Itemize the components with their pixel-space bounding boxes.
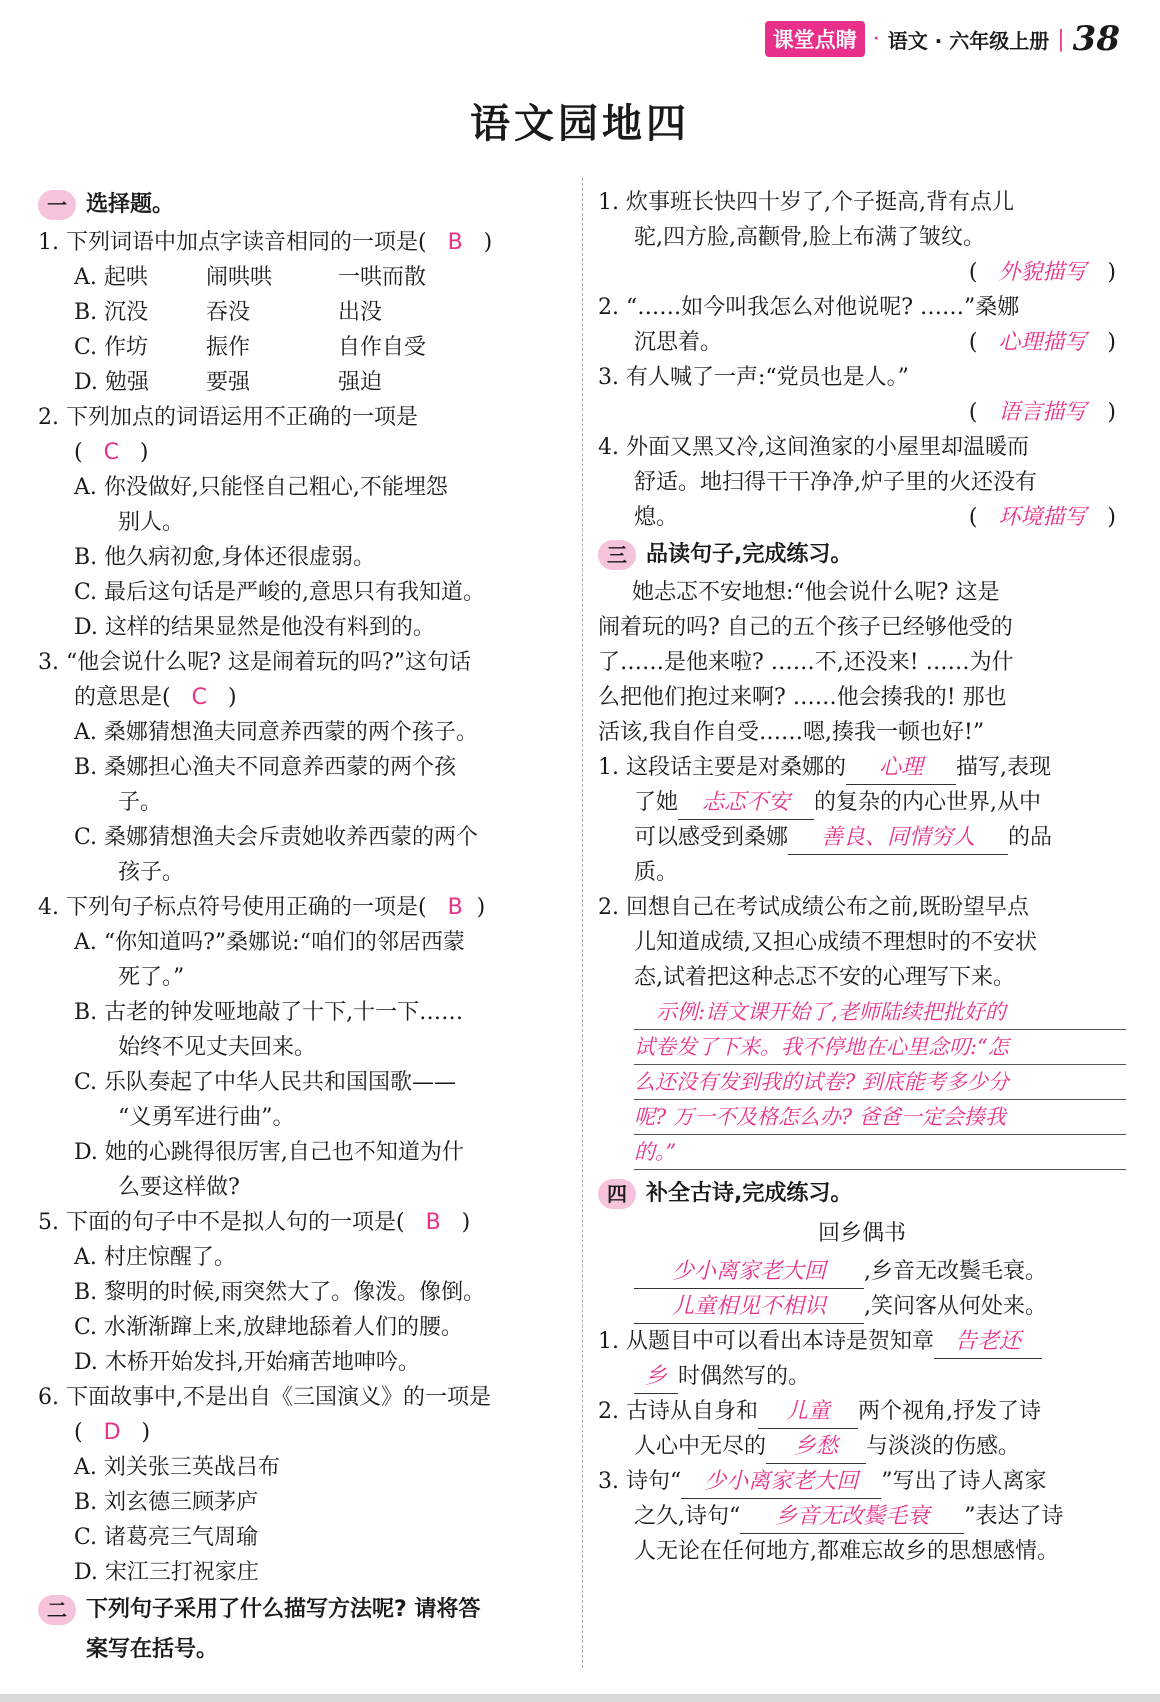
option-row (38, 295, 566, 330)
stem-text: 3. 诗句“ (598, 1469, 682, 1494)
stem-text: 描写,表现 (955, 755, 1051, 780)
option-c-cont: 孩子。 (118, 860, 185, 885)
option-row (38, 330, 566, 365)
stem-text: 可以感受到桑娜 (634, 825, 789, 850)
question-3-stem: 3. “他会说什么呢? 这是闹着玩的吗?”这句话 (38, 650, 472, 675)
option-row (38, 260, 566, 295)
question-5-stem (38, 1205, 566, 1240)
s4-question-1 (598, 1324, 1126, 1359)
section-number: 四 (598, 1179, 636, 1209)
handwritten-answer: 语言描写 (998, 400, 1087, 425)
passage-line: 么把他们抱过来啊? ……他会揍我的! 那也 (598, 685, 1007, 710)
stem-text: ”表达了诗 (964, 1504, 1064, 1529)
brand-badge: 课堂点睛 (765, 21, 865, 57)
option-cell: 出没 (338, 300, 383, 325)
option-d-cont: 么要这样做? (118, 1175, 240, 1200)
s2-answer-1 (598, 255, 1126, 290)
option-d: D. 宋江三打祝家庄 (74, 1560, 259, 1585)
bracket: ) (476, 895, 486, 920)
s2-question-3: 3. 有人喊了一声:“党员也是人。” (598, 365, 909, 390)
answer-bracket: ( C ) (74, 440, 149, 465)
question-6-stem: 6. 下面故事中,不是出自《三国演义》的一项是 (38, 1385, 491, 1410)
s4-question-2 (598, 1394, 1126, 1429)
option-cell: D. 勉强 (74, 370, 149, 395)
option-d: D. 她的心跳得很厉害,自己也不知道为什 (74, 1140, 464, 1165)
fill-blank: 少小离家老大回 (634, 1256, 864, 1289)
s3-question-2-cont2: 态,试着把这种忐忑不安的心理写下来。 (634, 965, 1015, 990)
s2-question-1-cont: 驼,四方脸,高颧骨,脸上布满了皱纹。 (634, 225, 985, 250)
stem-text: 沉思着。 (634, 330, 723, 355)
question-1-stem (38, 225, 566, 260)
s4-question-3-cont (598, 1499, 1126, 1534)
s3-question-2: 2. 回想自己在考试成绩公布之前,既盼望早点 (598, 895, 1029, 920)
subject-label: 语文 · 六年级上册 (887, 28, 1050, 53)
written-answer-line: 试卷发了下来。我不停地在心里念叨:“怎 (634, 1030, 1126, 1065)
section-number: 二 (38, 1595, 76, 1625)
bracket: ) (483, 230, 493, 255)
fill-blank: 告老还 (934, 1326, 1042, 1359)
s4-question-1-cont (598, 1359, 1126, 1394)
section-title: 品读句子,完成练习。 (646, 542, 853, 567)
bracket: ) (227, 685, 237, 710)
bracket: ( (968, 505, 978, 530)
answer: D (103, 1420, 121, 1445)
left-column (38, 185, 566, 1670)
poem-line-1 (598, 1254, 1126, 1289)
bracket: ) (1107, 260, 1116, 285)
option-c: C. 桑娜猜想渔夫会斥责她收养西蒙的两个 (74, 825, 479, 850)
question-2-stem: 2. 下列加点的词语运用不正确的一项是 (38, 405, 418, 430)
option-b: B. 桑娜担心渔夫不同意养西蒙的两个孩 (74, 755, 457, 780)
bottom-bar (0, 1694, 1160, 1702)
right-column (598, 185, 1126, 1569)
written-answer-line: 示例:语文课开始了,老师陆续把批好的 (634, 995, 1126, 1030)
option-a: A. 村庄惊醒了。 (74, 1245, 236, 1270)
answer: B (425, 1210, 441, 1235)
stem-text: 的意思是( (74, 685, 171, 710)
stem-text: ”写出了诗人离家 (881, 1469, 1047, 1494)
section-4-heading (598, 1174, 1126, 1214)
s2-question-4-cont2 (598, 500, 1126, 535)
stem-text: 人心中无尽的 (634, 1434, 767, 1459)
section-3-heading (598, 535, 1126, 575)
question-3-stem-cont (38, 680, 566, 715)
column-divider (582, 178, 583, 1668)
written-answer-line: 呢? 万一不及格怎么办? 爸爸一定会揍我 (634, 1100, 1126, 1135)
option-cell: A. 起哄 (74, 265, 148, 290)
bracket: ) (141, 1420, 151, 1445)
poem-title: 回乡偶书 (817, 1221, 906, 1246)
bracket: ) (1107, 330, 1116, 355)
s2-question-2: 2. “……如今叫我怎么对他说呢? ……”桑娜 (598, 295, 1020, 320)
answer: B (447, 895, 463, 920)
s4-question-2-cont (598, 1429, 1126, 1464)
poem-line-2 (598, 1289, 1126, 1324)
stem-text: 1. 从题目中可以看出本诗是贺知章 (598, 1329, 934, 1354)
option-b: B. 古老的钟发哑地敲了十下,十一下…… (74, 1000, 464, 1025)
option-a: A. 刘关张三英战吕布 (74, 1455, 280, 1480)
option-a: A. “你知道吗?”桑娜说:“咱们的邻居西蒙 (74, 930, 465, 955)
option-cell: 自作自受 (338, 335, 427, 360)
option-c: C. 水渐渐蹿上来,放肆地舔着人们的腰。 (74, 1315, 464, 1340)
option-cell: 一哄而散 (338, 265, 427, 290)
s3-question-1-cont (598, 785, 1126, 820)
option-c: C. 诸葛亮三气周瑜 (74, 1525, 259, 1550)
passage-line: 她忐忑不安地想:“他会说什么呢? 这是 (632, 580, 1000, 605)
section-title: 补全古诗,完成练习。 (646, 1181, 853, 1206)
stem-text: 两个视角,抒发了诗 (857, 1399, 1041, 1424)
stem-text: 与淡淡的伤感。 (866, 1434, 1021, 1459)
s3-question-1-cont3: 质。 (634, 860, 679, 885)
s4-question-3-cont2: 人无论在任何地方,都难忘故乡的思想感情。 (634, 1539, 1059, 1564)
option-b: B. 他久病初愈,身体还很虚弱。 (74, 545, 376, 570)
option-cell: 振作 (206, 335, 251, 360)
question-4-stem (38, 890, 566, 925)
option-c: C. 最后这句话是严峻的,意思只有我知道。 (74, 580, 486, 605)
option-cell: B. 沉没 (74, 300, 149, 325)
stem-text: 1. 下列词语中加点字读音相同的一项是( (38, 230, 427, 255)
option-d: D. 这样的结果显然是他没有料到的。 (74, 615, 435, 640)
fill-blank: 儿童 (758, 1396, 858, 1429)
fill-blank: 乡 (634, 1361, 678, 1394)
option-a-cont: 死了。” (118, 965, 185, 990)
section-title: 下列句子采用了什么描写方法呢? 请将答 (86, 1597, 481, 1622)
s3-question-2-cont: 儿知道成绩,又担心成绩不理想时的不安状 (634, 930, 1037, 955)
written-answer-box (634, 995, 1126, 1170)
section-number: 一 (38, 190, 76, 220)
option-a-cont: 别人。 (118, 510, 185, 535)
passage-line: 了……是他来啦? ……不,还没来! ……为什 (598, 650, 1014, 675)
option-b: B. 黎明的时候,雨突然大了。像泼。像倒。 (74, 1280, 486, 1305)
page-header (765, 18, 1120, 60)
s2-question-2-cont (598, 325, 1126, 360)
option-cell: C. 作坊 (74, 335, 149, 360)
fill-blank: 儿童相见不相识 (634, 1291, 864, 1324)
poem-text: ,笑问客从何处来。 (864, 1294, 1047, 1319)
option-row (38, 365, 566, 400)
answer: C (103, 440, 119, 465)
bracket: ( (968, 400, 978, 425)
option-cell: 要强 (206, 370, 251, 395)
option-cell: 强迫 (338, 370, 383, 395)
passage-line: 活该,我自作自受……嗯,揍我一顿也好!” (598, 720, 985, 745)
stem-text: 了她 (634, 790, 679, 815)
section-1-heading (38, 185, 566, 225)
option-b-cont: 子。 (118, 790, 163, 815)
section-2-heading (38, 1590, 566, 1630)
s2-question-1: 1. 炊事班长快四十岁了,个子挺高,背有点儿 (598, 190, 1014, 215)
section-number: 三 (598, 540, 636, 570)
bracket: ( (968, 330, 978, 355)
section-2-heading-cont (38, 1630, 566, 1670)
fill-blank: 少小离家老大回 (681, 1466, 881, 1499)
option-cell: 吞没 (206, 300, 251, 325)
fill-blank: 善良、同情穷人 (788, 822, 1008, 855)
handwritten-answer: 心理描写 (998, 330, 1087, 355)
header-separator: | (1057, 26, 1065, 52)
written-answer-line: 么还没有发到我的试卷? 到底能考多少分 (634, 1065, 1126, 1100)
page-number: 38 (1072, 19, 1120, 59)
section-title-cont: 案写在括号。 (86, 1637, 219, 1662)
bracket: ( (968, 260, 978, 285)
s2-question-4-cont: 舒适。地扫得干干净净,炉子里的火还没有 (634, 470, 1037, 495)
section-title: 选择题。 (86, 192, 175, 217)
bracket: ( (74, 1420, 83, 1445)
option-a: A. 你没做好,只能怪自己粗心,不能埋怨 (74, 475, 448, 500)
s2-answer-4 (969, 500, 1116, 535)
option-b-cont: 始终不见丈夫回来。 (118, 1035, 317, 1060)
s2-answer-3 (598, 395, 1126, 430)
answer: C (191, 685, 207, 710)
option-b: B. 刘玄德三顾茅庐 (74, 1490, 259, 1515)
option-cell: 闹哄哄 (206, 265, 273, 290)
fill-blank: 乡愁 (766, 1431, 866, 1464)
stem-text: 1. 这段话主要是对桑娜的 (598, 755, 846, 780)
s3-question-1 (598, 750, 1126, 785)
stem-text: 的复杂的内心世界,从中 (814, 790, 1042, 815)
stem-text: 4. 下列句子标点符号使用正确的一项是( (38, 895, 427, 920)
stem-text: 的品 (1008, 825, 1053, 850)
poem-text: ,乡音无改鬓毛衰。 (864, 1259, 1047, 1284)
stem-text: 2. 古诗从自身和 (598, 1399, 758, 1424)
page-title: 语文园地四 (470, 101, 690, 147)
option-a: A. 桑娜猜想渔夫同意养西蒙的两个孩子。 (74, 720, 478, 745)
fill-blank: 心理 (846, 752, 956, 785)
stem-text: 时偶然写的。 (678, 1364, 811, 1389)
bracket: ) (1107, 400, 1116, 425)
fill-blank: 乡音无改鬓毛衰 (740, 1501, 964, 1534)
option-d: D. 木桥开始发抖,开始痛苦地呻吟。 (74, 1350, 420, 1375)
fill-blank: 忐忑不安 (678, 787, 814, 820)
s2-question-4: 4. 外面又黑又冷,这间渔家的小屋里却温暖而 (598, 435, 1029, 460)
stem-text: 熄。 (634, 505, 679, 530)
s3-question-1-cont2 (598, 820, 1126, 855)
handwritten-answer: 外貌描写 (998, 260, 1087, 285)
passage-line: 闹着玩的吗? 自己的五个孩子已经够他受的 (598, 615, 1013, 640)
option-c-cont: “义勇军进行曲”。 (118, 1105, 295, 1130)
answer-bracket (38, 1415, 566, 1450)
option-c: C. 乐队奏起了中华人民共和国国歌—— (74, 1070, 457, 1095)
stem-text: 之久,诗句“ (634, 1504, 741, 1529)
header-dot: · (872, 26, 880, 52)
answer: B (447, 230, 463, 255)
handwritten-answer: 环境描写 (998, 505, 1087, 530)
written-answer-line: 的。” (634, 1135, 1126, 1170)
s2-answer-2 (969, 325, 1116, 360)
s4-question-3 (598, 1464, 1126, 1499)
bracket: ) (461, 1210, 471, 1235)
stem-text: 5. 下面的句子中不是拟人句的一项是( (38, 1210, 405, 1235)
bracket: ) (1107, 505, 1116, 530)
